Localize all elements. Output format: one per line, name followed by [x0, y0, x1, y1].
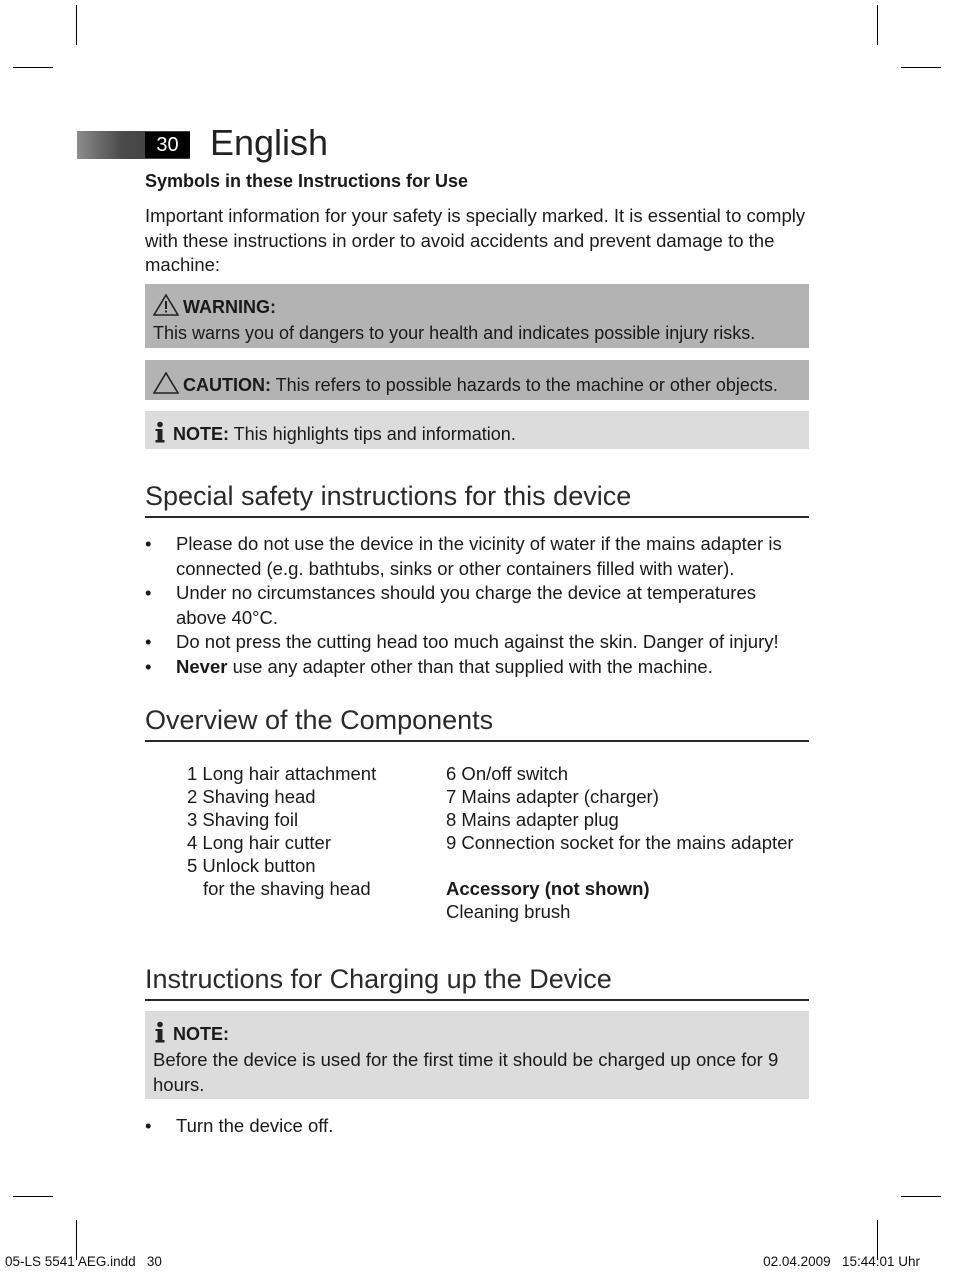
page-number: 30	[145, 132, 190, 158]
component-item: 5 Unlock button	[187, 855, 316, 876]
component-item: 7 Mains adapter (charger)	[446, 786, 659, 807]
bullet: •	[145, 655, 152, 677]
warning-label: WARNING:	[183, 297, 276, 317]
component-item: 6 On/off switch	[446, 763, 569, 784]
note-text: This highlights tips and information.	[229, 424, 516, 444]
components-left-column	[187, 762, 376, 900]
list-item-text: Under no circumstances should you charge the device at temperatures above 40°C.	[176, 582, 756, 628]
accessory-item: Cleaning brush	[446, 901, 571, 922]
crop-mark	[877, 5, 878, 45]
charging-heading: Instructions for Charging up the Device	[145, 962, 809, 1001]
page-title: English	[210, 122, 329, 163]
symbols-intro: Important information for your safety is specially marked. It is essential to comply with these instructions in order to avoid accidents and prevent damage to the machine:	[145, 205, 806, 275]
note-label: NOTE:	[173, 424, 229, 444]
crop-mark	[901, 67, 941, 68]
warning-triangle-icon	[153, 294, 179, 316]
note-text: Before the device is used for the first time it should be charged up once for 9 hours.	[153, 1049, 779, 1095]
safety-heading: Special safety instructions for this device	[145, 479, 809, 518]
list-item	[145, 655, 809, 680]
caution-box	[145, 360, 809, 400]
crop-mark	[13, 67, 53, 68]
component-item: 1 Long hair attachment	[187, 763, 377, 784]
components-right-column	[446, 762, 794, 923]
caution-triangle-icon	[153, 372, 179, 394]
component-item: 3 Shaving foil	[187, 809, 299, 830]
list-item-text: use any adapter other than that supplied with the machine.	[227, 655, 713, 677]
list-item-emphasis: Never	[176, 655, 228, 677]
bullet: •	[145, 1115, 152, 1136]
note-box	[145, 411, 809, 449]
crop-mark	[901, 1196, 941, 1197]
charging-note-box	[145, 1011, 809, 1099]
list-item	[145, 532, 809, 581]
warning-text: This warns you of dangers to your health and indicates possible injury risks.	[153, 323, 756, 343]
list-item	[145, 630, 809, 655]
note-label: NOTE:	[173, 1024, 229, 1044]
list-item	[145, 581, 809, 630]
bullet: •	[145, 533, 152, 554]
list-item-text: Do not press the cutting head too much against the skin. Danger of injury!	[176, 631, 779, 652]
list-item-text: Turn the device off.	[176, 1115, 334, 1136]
component-item: 2 Shaving head	[187, 786, 316, 807]
caution-label: CAUTION:	[183, 375, 271, 395]
symbols-heading: Symbols in these Instructions for Use	[145, 171, 469, 191]
component-item: 4 Long hair cutter	[187, 832, 331, 853]
crop-mark	[13, 1196, 53, 1197]
caution-text: This refers to possible hazards to the machine or other objects.	[271, 375, 778, 395]
info-icon	[153, 421, 167, 443]
accessory-label: Accessory (not shown)	[446, 878, 650, 899]
info-icon	[153, 1021, 167, 1043]
list-item	[145, 1114, 809, 1139]
bullet: •	[145, 582, 152, 603]
slug-left: 05-LS 5541 AEG.indd 30	[5, 1254, 162, 1269]
safety-list	[145, 532, 809, 679]
crop-mark	[76, 5, 77, 45]
slug-right: 02.04.2009 15:44:01 Uhr	[763, 1254, 920, 1269]
components-heading: Overview of the Components	[145, 703, 809, 742]
warning-box	[145, 284, 809, 348]
component-item: 9 Connection socket for the mains adapter	[446, 832, 794, 853]
bullet: •	[145, 631, 152, 652]
charging-list	[145, 1114, 809, 1139]
component-item: 8 Mains adapter plug	[446, 809, 619, 830]
component-item-continuation: for the shaving head	[203, 878, 371, 899]
list-item-text: Please do not use the device in the vicinity of water if the mains adapter is connected (e.g. bathtubs, sinks or other containers filled with water).	[176, 533, 782, 579]
